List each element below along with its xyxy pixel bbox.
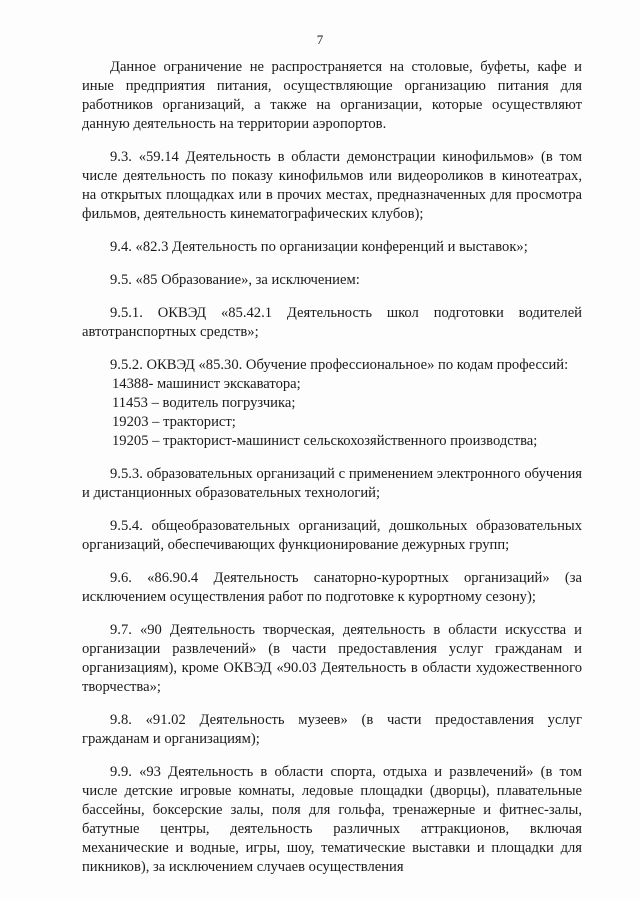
paragraph-9-6: 9.6. «86.90.4 Деятельность санаторно-курортных организаций» (за исключением осуществления работ по подготовке к курортному сезону);: [82, 570, 582, 605]
paragraph-9-5: 9.5. «85 Образование», за исключением:: [110, 272, 360, 288]
paragraph-9-8: 9.8. «91.02 Деятельность музеев» (в части предоставления услуг гражданам и организациям);: [82, 712, 582, 747]
document-body: [82, 58, 582, 877]
paragraph-restriction-note: Данное ограничение не распространяется на столовые, буфеты, кафе и иные предприятия питания, осуществляющие организацию питания для работников организаций, а также на организации, которые осуществляют данную деятельность на территории аэропортов.: [82, 59, 582, 132]
paragraph-9-5-2: 9.5.2. ОКВЭД «85.30. Обучение профессиональное» по кодам профессий:: [110, 357, 569, 373]
paragraph-9-5-3: 9.5.3. образовательных организаций с применением электронного обучения и дистанционных образовательных технологий;: [82, 466, 582, 501]
profession-item: 14388- машинист экскаватора;: [112, 376, 301, 392]
paragraph-9-9: 9.9. «93 Деятельность в области спорта, отдыха и развлечений» (в том числе детские игровые комнаты, ледовые площадки (дворцы), плавательные бассейны, боксерские залы, поля для гольфа, тренажерные и фитнес-залы, батутные центры, деятельность различных аттракционов, включая механические и водные, игры, шоу, тематические выставки и площадки для пикников), за исключением случаев осуществления: [82, 764, 582, 875]
paragraph-9-3: 9.3. «59.14 Деятельность в области демонстрации кинофильмов» (в том числе деятельность по показу кинофильмов или видеороликов в кинотеатрах, на открытых площадках или в прочих местах, предназначенных для просмотра фильмов, деятельность кинематографических клубов);: [82, 149, 582, 222]
paragraph-9-7: 9.7. «90 Деятельность творческая, деятельность в области искусства и организации развлечений» (в части предоставления услуг гражданам и организациям), кроме ОКВЭД «90.03 Деятельность в области художественного творчества»;: [82, 622, 582, 695]
profession-item: 19205 – тракторист-машинист сельскохозяйственного производства;: [112, 433, 538, 449]
paragraph-9-5-1: 9.5.1. ОКВЭД «85.42.1 Деятельность школ подготовки водителей автотранспортных средств»;: [82, 305, 582, 340]
profession-item: 19203 – тракторист;: [112, 414, 236, 430]
paragraph-9-4: 9.4. «82.3 Деятельность по организации конференций и выставок»;: [110, 239, 528, 255]
paragraph-9-5-4: 9.5.4. общеобразовательных организаций, дошкольных образовательных организаций, обеспечивающих функционирование дежурных групп;: [82, 518, 582, 553]
profession-code-list: [82, 375, 582, 451]
page-number: 7: [316, 32, 324, 47]
profession-item: 11453 – водитель погрузчика;: [112, 395, 296, 411]
